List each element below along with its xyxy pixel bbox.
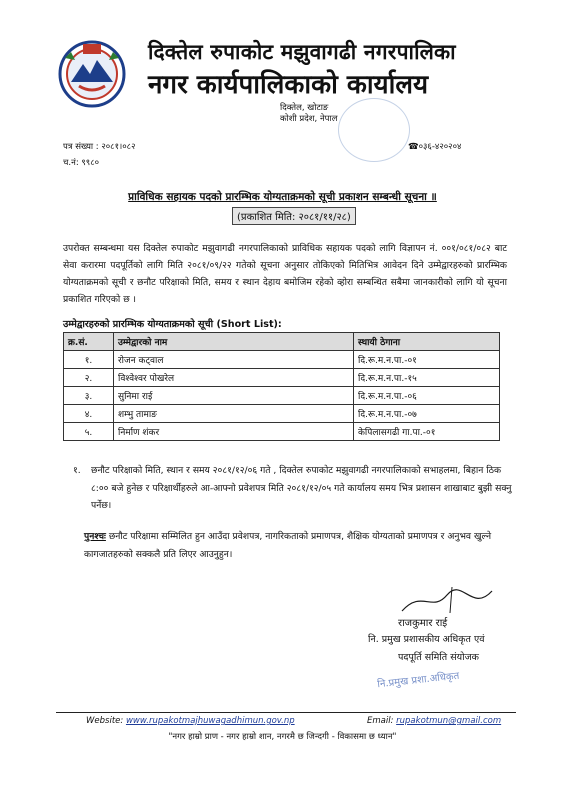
- email-label: Email:: [367, 716, 397, 726]
- column-header: क्र.सं.: [64, 333, 114, 351]
- serial-cell: ५.: [64, 423, 114, 441]
- column-header: स्थायी ठेगाना: [354, 333, 500, 351]
- name-cell: शम्भु तामाङ: [114, 405, 354, 423]
- phone-number: ☎०३६-४२०२०४: [408, 142, 462, 152]
- point-number: १.: [73, 465, 81, 476]
- address-cell: दि.रू.म.न.पा.-१५: [354, 369, 500, 387]
- municipality-name: दिक्तेल रुपाकोट मझुवागढी नगरपालिका: [148, 40, 456, 64]
- website-link[interactable]: www.rupakotmajhuwagadhimun.gov.np: [125, 716, 295, 726]
- address-line-2: कोशी प्रदेश, नेपाल: [280, 114, 338, 124]
- serial-cell: २.: [64, 369, 114, 387]
- dispatch-number: च.नं: ९९८०: [63, 158, 100, 168]
- footer-divider: [56, 712, 516, 713]
- website-label: Website:: [86, 716, 126, 726]
- table-row: [64, 423, 500, 441]
- office-address: [280, 103, 337, 125]
- point-text: छनौट परिक्षाको मिति, स्थान र समय २०८१/१२/०६ गते , दिक्तेल रुपाकोट मझुवागढी नगरपालिकाको सभाहलमा, बिहान ठिक ८:०० बजे हुनेछ र परिक्षार्थीहरुले आ-आफ्नो प्रवेशपत्र मिति २०८१/१२/०५ गते कार्यालय समय भित्र प्रशासन शाखाबाट बुझी सक्नु पर्नेछ।: [91, 465, 512, 511]
- name-cell: विश्वेश्वर पोखरेल: [114, 369, 354, 387]
- name-cell: सुनिमा राई: [114, 387, 354, 405]
- signatory-role: पदपूर्ति समिति संयोजक: [398, 652, 479, 663]
- published-date: (प्रकाशित मिति: २०८१/११/२८): [232, 207, 356, 225]
- column-header: उम्मेद्वारको नाम: [114, 333, 354, 351]
- signature-scribble-icon: [392, 583, 502, 617]
- table-row: [64, 387, 500, 405]
- letter-number: पत्र संख्या : २०८१।०८२: [63, 142, 136, 152]
- footer-email: [367, 716, 501, 726]
- exam-details: [73, 462, 513, 515]
- municipality-emblem-icon: [57, 38, 127, 110]
- address-cell: दि.रू.म.न.पा.-०७: [354, 405, 500, 423]
- address-cell: दि.रू.म.न.पा.-०६: [354, 387, 500, 405]
- name-cell: रोजन कट्वाल: [114, 351, 354, 369]
- address-line-1: दिक्तेल, खोटाङ: [280, 103, 329, 113]
- notice-title: प्राविधिक सहायक पदको प्रारम्भिक योग्यताक्रमको सूची प्रकाशन सम्बन्धी सूचना ॥: [128, 191, 437, 203]
- name-cell: निर्माण शंकर: [114, 423, 354, 441]
- shortlist-heading: उम्मेद्वारहरुको प्रारम्भिक योग्यताक्रमको सूची (Short List):: [63, 319, 282, 330]
- table-row: [64, 369, 500, 387]
- official-stamp: नि.प्रमुख प्रशा.अधिकृत: [376, 670, 460, 691]
- email-link[interactable]: rupakotmun@gmail.com: [396, 716, 502, 726]
- signatory-name: राजकुमार राई: [398, 618, 448, 629]
- office-name: नगर कार्यपालिकाको कार्यालय: [148, 70, 429, 100]
- office-seal-watermark: [338, 98, 410, 162]
- serial-cell: ३.: [64, 387, 114, 405]
- table-header-row: [64, 333, 500, 351]
- postscript-note: [84, 528, 514, 563]
- address-cell: दि.रू.म.न.पा.-०१: [354, 351, 500, 369]
- shortlist-table: [63, 332, 500, 441]
- table-row: [64, 405, 500, 423]
- postscript-label: पुनश्चः: [84, 531, 106, 542]
- postscript-text: छनौट परिक्षामा सम्मिलित हुन आउँदा प्रवेशपत्र, नागरिकताको प्रमाणपत्र, शैक्षिक योग्यताको प्रमाणपत्र र अनुभव खुल्ने कागजातहरुको सक्कलै प्रति लिएर आउनुहुन।: [84, 531, 492, 560]
- notice-body: उपरोक्त सम्बन्धमा यस दिक्तेल रुपाकोट मझुवागढी नगरपालिकाको प्राविधिक सहायक पदको लागि विज्ञापन नं. ००१/०८१/०८२ बाट सेवा करारमा पदपूर्तिको लागि मिति २०८१/०९/२२ गतेको सूचना अनुसार तोकिएको मितिभित्र आवेदन दिने उम्मेद्वारहरुको प्रारम्भिक योग्यताक्रमको सूची र छनौट परिक्षाको मिति, समय र स्थान देहाय बमोजिम रहेको व्होरा सम्बन्धित सबैमा जानकारीको लागि यो सूचना प्रकाशित गरिएको छ ।: [63, 243, 507, 305]
- footer-website: [86, 716, 295, 726]
- serial-cell: ४.: [64, 405, 114, 423]
- address-cell: केपिलासगढी गा.पा.-०१: [354, 423, 500, 441]
- signatory-title: नि. प्रमुख प्रशासकीय अधिकृत एवं: [368, 634, 485, 645]
- footer-slogan: "नगर हाम्रो प्राण - नगर हाम्रो शान, नगरमै छ जिन्दगी - विकासमा छ ध्यान": [168, 732, 397, 742]
- table-row: [64, 351, 500, 369]
- serial-cell: १.: [64, 351, 114, 369]
